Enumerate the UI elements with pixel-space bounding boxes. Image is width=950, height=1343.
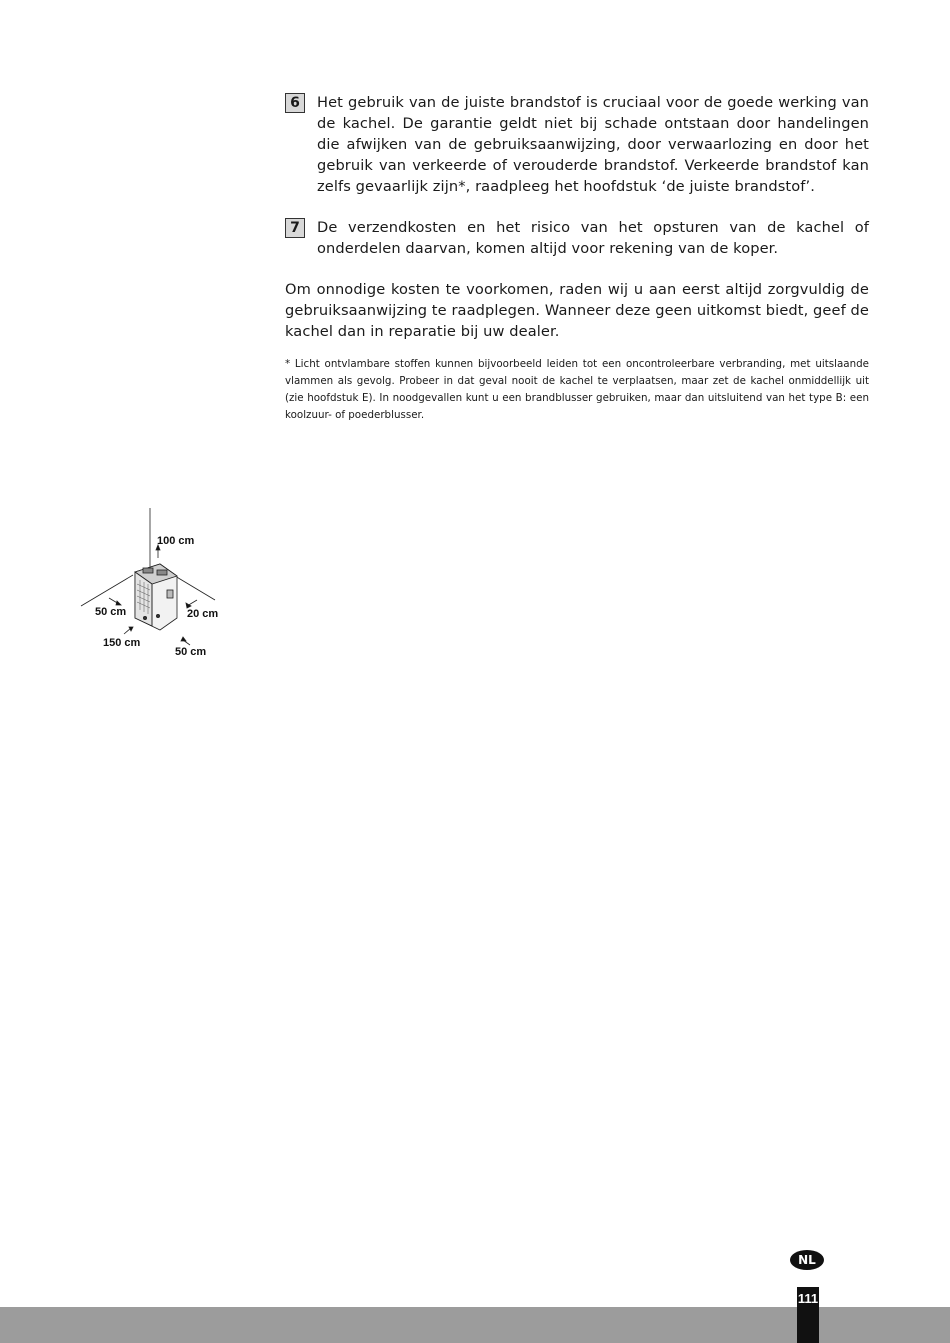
item-text: Het gebruik van de juiste brandstof is cruciaal voor de goede werking van de kachel. De garantie geldt niet bij schade ontstaan door handelingen die afwijken van de gebruiksaanwijzing, door verwaarlozing en door het gebruik van verkeerde of verouderde brandstof. Verkeerde brandstof kan zelfs gevaarlijk zijn*, raadpleeg het hoofdstuk ‘de juiste brandstof’. xyxy=(317,94,869,195)
item-number-badge: 7 xyxy=(285,218,305,238)
label-front-right: 50 cm xyxy=(175,646,207,658)
item-number-badge: 6 xyxy=(285,93,305,113)
label-left: 50 cm xyxy=(95,606,127,618)
label-right: 20 cm xyxy=(187,608,219,620)
body-paragraph: Om onnodige kosten te voorkomen, raden wij u aan eerst altijd zorgvuldig de gebruiksaanwijzing te raadplegen. Wanneer deze geen uitkomst biedt, geef de kachel dan in reparatie bij uw dealer. xyxy=(285,281,869,340)
list-item-7 xyxy=(285,217,869,259)
label-front-left: 150 cm xyxy=(103,637,141,649)
item-text: De verzendkosten en het risico van het opsturen van de kachel of onderdelen daarvan, komen altijd voor rekening van de koper. xyxy=(317,219,869,257)
page-number: 111 xyxy=(797,1287,819,1343)
language-badge: NL xyxy=(790,1250,824,1270)
label-top: 100 cm xyxy=(157,535,195,547)
clearance-diagram xyxy=(75,500,235,670)
footnote: * Licht ontvlambare stoffen kunnen bijvoorbeeld leiden tot een oncontroleerbare verbranding, met uitslaande vlammen als gevolg. Probeer in dat geval nooit de kachel te verplaatsen, maar zet de kachel onmiddellijk uit (zie hoofdstuk E). In noodgevallen kunt u een brandblusser gebruiken, maar dan uitsluitend van het type B: een koolzuur- of poederblusser. xyxy=(285,358,869,421)
list-item-6 xyxy=(285,92,869,197)
heater-illustration xyxy=(81,508,215,645)
